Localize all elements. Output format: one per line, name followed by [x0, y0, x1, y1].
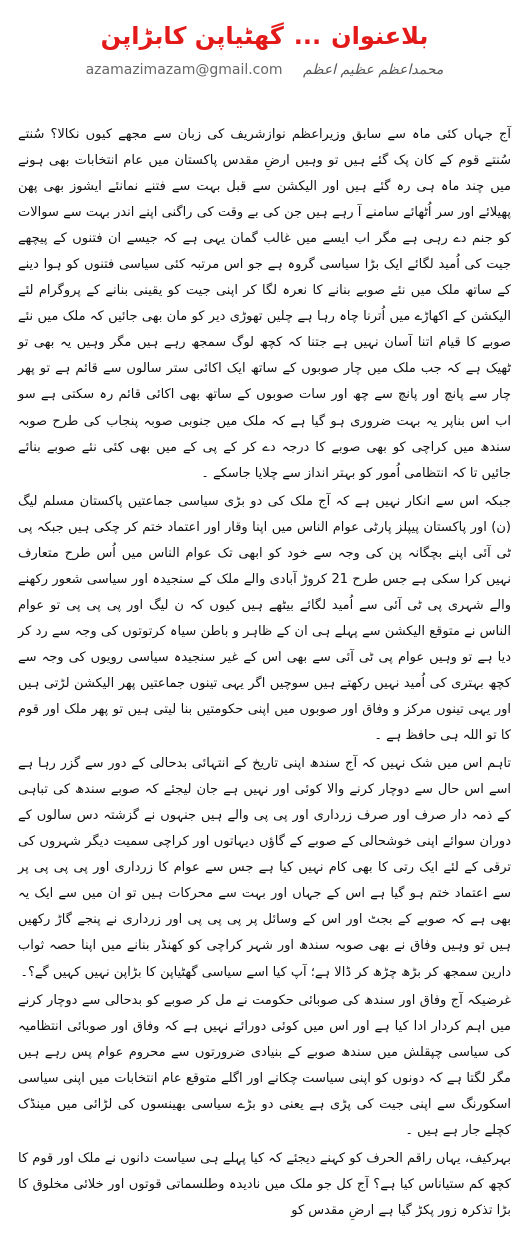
byline [0, 62, 529, 78]
article-body [18, 122, 511, 1224]
headline-part2: گھٹیاپن کابڑاپن [100, 22, 284, 50]
article-paragraph-5: بہرکیف، یہاں راقم الحرف کو کہنے دیجئے کہ کیا پہلے ہی سیاست دانوں نے ملک اور قوم کا کچھ کم ستیاناس کیا ہے؟ آج کل جو ملک میں نادیدہ وطلسماتی قوتوں اور خلائی مخلوق کا بڑا تذکرہ زور پکڑ گیا ہے ارضِ مقدس کو [18, 1150, 511, 1218]
author-name: محمداعظم عظیم اعظم [303, 62, 444, 78]
article-paragraph-1: آج جہاں کئی ماہ سے سابق وزیراعظم نوازشریف کی زبان سے مجھے کیوں نکالا؟ سُنتے سُنتے قوم کے کان پک گئے ہیں تو وہیں ارضِ مقدس پاکستان میں عام انتخابات بھی ہونے میں چند ماہ ہی رہ گئے ہیں اور الیکشن سے قبل بہت سے فتنے نمانئے ایشوز بھی پھن پھیلائے اور سر اُٹھائے سامنے آ رہے ہیں جن کی بے وقت کی راگنی اپنے اندر بہت سے سوالات کو جنم دے رہی ہے مگر اب ایسے میں غالب گمان یہی ہے کہ جیسے ان فتنوں کے پیچھے جیت کی اُمید لگائے ایک بڑا سیاسی گروہ ہے جو اس مرتبہ کئی سیاسی فتنوں کو ہوا دینے کے ساتھ ملک میں نئے صوبے بنانے کا نعرہ لگا کر اپنی جیت کو یقینی بنانے کے پروگرام لئے الیکشن کے اکھاڑے میں اُترنا چاہ رہا ہے چلیں تھوڑی دیر کو مان بھی جائیں کہ ملک میں نئے صوبے کا قیام اتنا آسان نہیں ہے جتنا کہ کچھ لوگ سمجھ رہے ہیں مگر وہیں یہ بھی تو ٹھیک ہے کہ جب ملک میں چار صوبوں کے ساتھ ایک اکائی ستر سالوں سے قائم ہے تو پھر چار سے پانچ اور پانچ سے چھ اور سات صوبوں کے ساتھ بھی اکائی قائم رہ سکتی ہے سو اب اس بناپر یہ بہت ضروری ہو گیا ہے کہ ملک میں جنوبی صوبہ پنجاب کی طرح صوبہ سندھ میں کراچی کو بھی صوبے کا درجہ دے کر کے پی کے میں بھی کئی نئے صوبے بنائے جائیں تا کہ انتظامی اُمور کو بہتر انداز سے چلایا جاسکے ۔ [18, 127, 511, 481]
headline-part1: بلاعنوان [331, 22, 429, 50]
headline-separator: ... [293, 22, 322, 50]
author-email[interactable]: azamazimazam@gmail.com [85, 62, 283, 78]
article-paragraph-2: جبکہ اس سے انکار نہیں ہے کہ آج ملک کی دو بڑی سیاسی جماعتیں پاکستان مسلم لیگ (ن) اور پاکستان پیپلز پارٹی عوام الناس میں اپنا وقار اور اعتماد ختم کر چکی ہیں جبکہ پی ٹی آئی اپنے بچگانہ پن کی وجہ سے خود کو ابھی تک عوام الناس میں اُس طرح متعارف نہیں کرا سکی ہے جس طرح 21 کروڑ آبادی والے ملک کے سنجیدہ اور سیاسی شعور رکھنے والے شہری پی ٹی آئی سے اُمید لگائے بیٹھے ہیں کیوں کہ ن لیگ اور پی پی پی تو عوام الناس نے متوقع الیکشن سے پہلے ہی ان کے ظاہر و باطن سیاہ کرتوتوں کی وجہ سے رد کر دیا ہے تو وہیں عوام پی ٹی آئی سے بھی اس کے غیر سنجیدہ سیاسی رویوں کی وجہ سے کچھ بہتری کی اُمید نہیں رکھتے ہیں سوچیں اگر یہی تینوں جماعتیں پھر الیکشن لڑتی ہیں اور یہی تینوں مرکز و وفاق اور صوبوں میں اپنی حکومتیں بنا لیتی ہیں تو پھر ملک اور قوم کا تو اللہ ہی حافظ ہے ۔ [18, 493, 511, 744]
article-paragraph-4: غرضیکہ آج وفاق اور سندھ کی صوبائی حکومت نے مل کر صوبے کو بدحالی سے دوچار کرنے میں اہم کردار ادا کیا ہے اور اس میں کوئی دورائے نہیں ہے کہ وفاق اور صوبائی انتظامیہ کی سیاسی چپقلش میں سندھ صوبے کے بنیادی ضرورتوں سے محروم عوام پس رہے ہیں مگر لگتا ہے کہ دونوں کو اپنی سیاست چکانے اور اگلے متوقع عام انتخابات میں اپنی سیاسی اسکورنگ سے اپنی جیت کی پڑی ہے یعنی دو بڑے سیاسی بھینسوں کی لڑائی میں مینڈک کچلے جار ہے ہیں ۔ [18, 992, 511, 1138]
article-header [0, 0, 529, 96]
headline [0, 22, 529, 50]
article-paragraph-3: تاہم اس میں شک نہیں کہ آج سندھ اپنی تاریخ کے انتہائی بدحالی کے دور سے گزر رہا ہے اسے اس حال سے دوچار کرنے والا کوئی اور نہیں ہے جان لیجئے کہ صوبے سندھ کی تباہی کے ذمہ دار صرف اور صرف زرداری اور پی پی والے ہیں جنہوں نے گزشتہ دس سالوں کے دوران سوائے اپنی خوشحالی کے صوبے کے گاؤں دیہاتوں اور کراچی سمیت دیگر شہروں کی ترقی کے لئے ایک رتی کا بھی کام نہیں کیا ہے جس سے عوام کا زرداری اور پی پی پی پر سے اعتماد ختم ہو گیا ہے اس کے جہاں اور بہت سے محرکات ہیں تو ان میں سے ایک یہ بھی ہے کہ صوبے کے بجٹ اور اس کے وسائل پر پی پی پی اور زرداری نے پنجے گاڑ رکھیں ہیں تو وہیں وفاق نے بھی صوبہ سندھ اور شہر کراچی کو کھنڈر بنانے میں اپنا حصہ ثواب دارین سمجھ کر بڑھ چڑھ کر ڈالا ہے؛ آپ کیا اسے سیاسی گھٹیاپن کا بڑاپن نہیں کہیں گے؟۔ [18, 756, 511, 980]
